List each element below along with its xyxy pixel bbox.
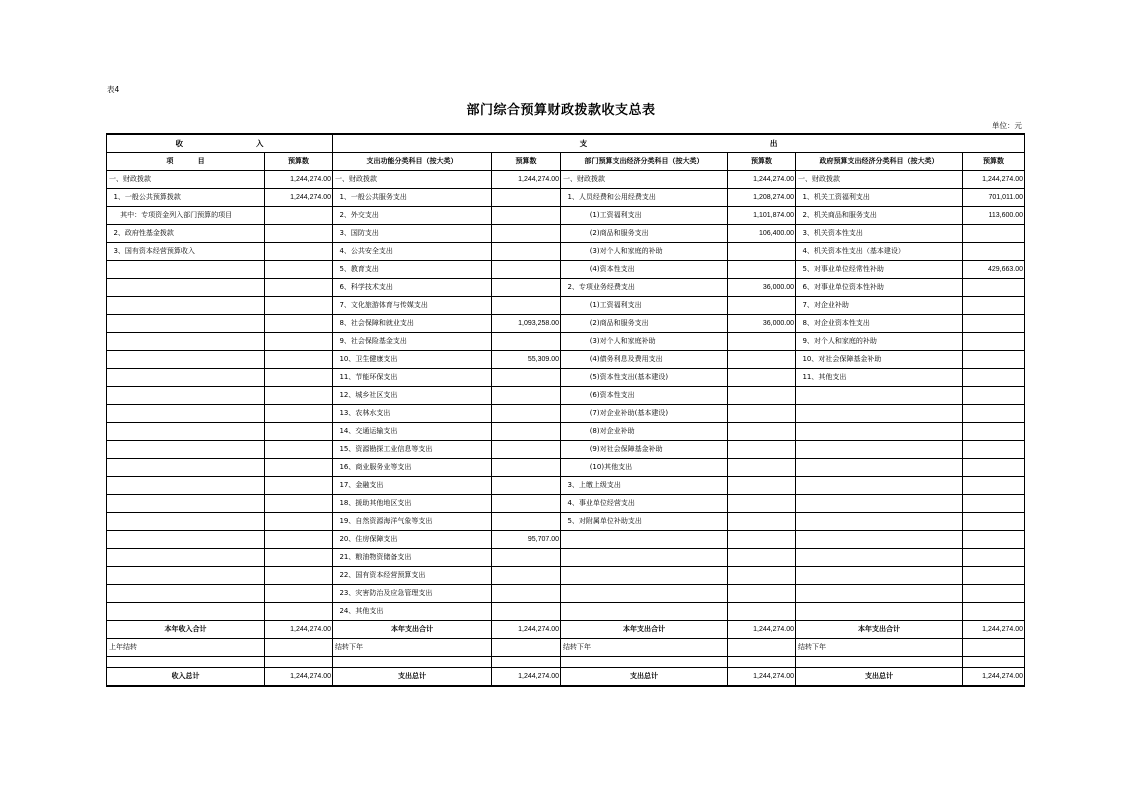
column-header-row [107, 153, 1025, 171]
table-row [107, 243, 1025, 261]
gov-econ-budget-cell [963, 387, 1025, 405]
income-item-cell [107, 297, 265, 315]
func-class-item-cell: 2、外交支出 [333, 207, 492, 225]
dept-econ-item-cell [561, 531, 728, 549]
budget-column-header: 预算数 [265, 153, 333, 171]
table-row [107, 441, 1025, 459]
carry-out-label: 结转下年 [333, 639, 492, 657]
gov-econ-budget-cell [963, 279, 1025, 297]
gov-econ-item-cell: 5、对事业单位经常性补助 [796, 261, 963, 279]
table-row [107, 531, 1025, 549]
income-budget-cell [265, 369, 333, 387]
gov-econ-item-cell: 7、对企业补助 [796, 297, 963, 315]
gov-econ-budget-cell: 429,663.00 [963, 261, 1025, 279]
gov-econ-item-cell: 8、对企业资本性支出 [796, 315, 963, 333]
income-item-cell [107, 513, 265, 531]
gov-econ-item-cell [796, 423, 963, 441]
table-cell [963, 657, 1025, 668]
income-item-cell: 一、财政拨款 [107, 171, 265, 189]
dept-econ-item-cell: 1、人员经费和公用经费支出 [561, 189, 728, 207]
dept-econ-item-cell: (6)资本性支出 [561, 387, 728, 405]
dept-econ-budget-cell [728, 405, 796, 423]
income-budget-cell [265, 459, 333, 477]
dept-econ-budget-cell [728, 513, 796, 531]
dept-econ-budget-cell [728, 351, 796, 369]
func-class-budget-cell [492, 549, 561, 567]
income-item-cell [107, 531, 265, 549]
dept-econ-column-header: 部门预算支出经济分类科目（按大类） [561, 153, 728, 171]
table-row [107, 297, 1025, 315]
dept-econ-item-cell: (7)对企业补助(基本建设) [561, 405, 728, 423]
gov-econ-budget-cell: 113,600.00 [963, 207, 1025, 225]
income-item-cell [107, 387, 265, 405]
dept-econ-item-cell: (1)工资福利支出 [561, 297, 728, 315]
income-item-cell [107, 459, 265, 477]
dept-econ-budget-cell [728, 387, 796, 405]
income-budget-cell [265, 477, 333, 495]
income-budget-cell: 1,244,274.00 [265, 171, 333, 189]
gov-econ-item-cell: 2、机关商品和服务支出 [796, 207, 963, 225]
income-item-cell [107, 315, 265, 333]
gov-econ-item-cell [796, 459, 963, 477]
table-cell [107, 657, 265, 668]
gov-econ-item-cell: 9、对个人和家庭的补助 [796, 333, 963, 351]
func-class-item-cell: 3、国防支出 [333, 225, 492, 243]
dept-econ-budget-cell [728, 567, 796, 585]
table-row [107, 477, 1025, 495]
table-row [107, 315, 1025, 333]
dept-econ-budget-cell [728, 369, 796, 387]
func-class-budget-cell [492, 189, 561, 207]
income-budget-cell [265, 297, 333, 315]
gov-econ-item-cell [796, 549, 963, 567]
func-class-item-cell: 17、金融支出 [333, 477, 492, 495]
dept-econ-item-cell: (9)对社会保障基金补助 [561, 441, 728, 459]
gov-econ-budget-cell [963, 531, 1025, 549]
func-class-budget-cell [492, 423, 561, 441]
budget-summary-table [106, 133, 1025, 687]
gov-econ-budget-cell [963, 315, 1025, 333]
func-class-budget-cell [492, 387, 561, 405]
gov-econ-budget-cell [963, 351, 1025, 369]
table-row [107, 351, 1025, 369]
dept-econ-item-cell: (2)商品和服务支出 [561, 225, 728, 243]
income-total-label: 本年收入合计 [107, 621, 265, 639]
dept-econ-item-cell: 5、对附属单位补助支出 [561, 513, 728, 531]
carry-out-label: 结转下年 [796, 639, 963, 657]
income-budget-cell [265, 567, 333, 585]
income-budget-cell [265, 405, 333, 423]
table-row [107, 387, 1025, 405]
gov-econ-column-header: 政府预算支出经济分类科目（按大类） [796, 153, 963, 171]
table-cell [796, 657, 963, 668]
gov-econ-item-cell: 1、机关工资福利支出 [796, 189, 963, 207]
table-cell [492, 657, 561, 668]
func-class-budget-cell [492, 279, 561, 297]
func-class-item-cell: 11、节能环保支出 [333, 369, 492, 387]
expense-total-value: 1,244,274.00 [728, 621, 796, 639]
table-row [107, 513, 1025, 531]
table-row [107, 369, 1025, 387]
func-class-budget-cell [492, 405, 561, 423]
table-row [107, 225, 1025, 243]
income-budget-cell [265, 207, 333, 225]
func-class-budget-cell [492, 297, 561, 315]
func-class-item-cell: 6、科学技术支出 [333, 279, 492, 297]
gov-econ-budget-cell [963, 585, 1025, 603]
dept-econ-item-cell: 一、财政拨款 [561, 171, 728, 189]
gov-econ-budget-cell [963, 243, 1025, 261]
gov-econ-item-cell [796, 603, 963, 621]
func-class-item-cell: 15、资源勘探工业信息等支出 [333, 441, 492, 459]
gov-econ-item-cell: 4、机关资本性支出（基本建设） [796, 243, 963, 261]
income-item-cell [107, 585, 265, 603]
dept-econ-budget-cell [728, 243, 796, 261]
func-class-item-cell: 24、其他支出 [333, 603, 492, 621]
gov-econ-item-cell [796, 387, 963, 405]
gov-econ-budget-cell [963, 225, 1025, 243]
carry-over-row [107, 639, 1025, 657]
table-row [107, 279, 1025, 297]
income-item-cell [107, 423, 265, 441]
gov-econ-item-cell [796, 477, 963, 495]
expense-total-label: 本年支出合计 [796, 621, 963, 639]
func-class-item-cell: 1、一般公共服务支出 [333, 189, 492, 207]
dept-econ-item-cell: 4、事业单位经营支出 [561, 495, 728, 513]
expense-grand-total-value: 1,244,274.00 [728, 668, 796, 687]
func-class-item-cell: 一、财政拨款 [333, 171, 492, 189]
income-budget-cell [265, 549, 333, 567]
income-budget-cell [265, 279, 333, 297]
func-class-budget-cell: 55,309.00 [492, 351, 561, 369]
dept-econ-budget-cell [728, 603, 796, 621]
carry-in-label: 上年结转 [107, 639, 265, 657]
table-row [107, 495, 1025, 513]
dept-econ-item-cell: (3)对个人和家庭的补助 [561, 243, 728, 261]
func-class-item-cell: 13、农林水支出 [333, 405, 492, 423]
income-total-value: 1,244,274.00 [265, 621, 333, 639]
carry-out-value [492, 639, 561, 657]
dept-econ-budget-cell: 36,000.00 [728, 315, 796, 333]
func-class-column-header: 支出功能分类科目（按大类） [333, 153, 492, 171]
table-row [107, 189, 1025, 207]
func-class-budget-cell [492, 333, 561, 351]
income-item-cell: 3、国有资本经营预算收入 [107, 243, 265, 261]
func-class-item-cell: 4、公共安全支出 [333, 243, 492, 261]
blank-row [107, 657, 1025, 668]
func-class-budget-cell [492, 585, 561, 603]
income-item-cell [107, 549, 265, 567]
dept-econ-budget-cell: 1,101,874.00 [728, 207, 796, 225]
income-budget-cell [265, 333, 333, 351]
budget-column-header: 预算数 [728, 153, 796, 171]
func-class-budget-cell: 95,707.00 [492, 531, 561, 549]
func-class-budget-cell [492, 603, 561, 621]
income-item-cell [107, 603, 265, 621]
table-cell [265, 657, 333, 668]
income-budget-cell [265, 387, 333, 405]
dept-econ-item-cell: (10)其他支出 [561, 459, 728, 477]
expense-total-label: 本年支出合计 [333, 621, 492, 639]
gov-econ-budget-cell [963, 297, 1025, 315]
expense-total-label: 本年支出合计 [561, 621, 728, 639]
income-budget-cell: 1,244,274.00 [265, 189, 333, 207]
gov-econ-budget-cell [963, 549, 1025, 567]
func-class-budget-cell [492, 225, 561, 243]
gov-econ-item-cell: 3、机关资本性支出 [796, 225, 963, 243]
unit-note: 单位：元 [992, 121, 1022, 130]
page-title: 部门综合预算财政拨款收支总表 [466, 103, 656, 118]
section-header-row [107, 134, 1025, 153]
income-budget-cell [265, 423, 333, 441]
income-budget-cell [265, 315, 333, 333]
func-class-budget-cell [492, 369, 561, 387]
income-budget-cell [265, 351, 333, 369]
dept-econ-item-cell: (8)对企业补助 [561, 423, 728, 441]
dept-econ-budget-cell [728, 549, 796, 567]
carry-out-value [963, 639, 1025, 657]
dept-econ-budget-cell: 36,000.00 [728, 279, 796, 297]
table-row [107, 333, 1025, 351]
income-item-cell [107, 261, 265, 279]
gov-econ-budget-cell [963, 369, 1025, 387]
func-class-item-cell: 5、教育支出 [333, 261, 492, 279]
dept-econ-budget-cell [728, 459, 796, 477]
dept-econ-item-cell: (2)商品和服务支出 [561, 315, 728, 333]
income-budget-cell [265, 603, 333, 621]
dept-econ-item-cell [561, 549, 728, 567]
dept-econ-budget-cell [728, 297, 796, 315]
func-class-item-cell: 18、援助其他地区支出 [333, 495, 492, 513]
table-row [107, 549, 1025, 567]
income-budget-cell [265, 225, 333, 243]
dept-econ-budget-cell [728, 423, 796, 441]
income-grand-total-value: 1,244,274.00 [265, 668, 333, 687]
income-item-cell [107, 441, 265, 459]
func-class-budget-cell [492, 513, 561, 531]
dept-econ-budget-cell: 106,400.00 [728, 225, 796, 243]
dept-econ-budget-cell [728, 495, 796, 513]
gov-econ-item-cell [796, 531, 963, 549]
gov-econ-item-cell [796, 405, 963, 423]
table-row [107, 603, 1025, 621]
income-item-cell: 其中：专项资金列入部门预算的项目 [107, 207, 265, 225]
gov-econ-item-cell [796, 441, 963, 459]
dept-econ-item-cell: (4)债务利息及费用支出 [561, 351, 728, 369]
gov-econ-budget-cell [963, 567, 1025, 585]
income-budget-cell [265, 441, 333, 459]
income-item-cell [107, 405, 265, 423]
func-class-item-cell: 14、交通运输支出 [333, 423, 492, 441]
func-class-budget-cell: 1,244,274.00 [492, 171, 561, 189]
table-cell [728, 657, 796, 668]
grand-total-row [107, 668, 1025, 687]
income-budget-cell [265, 531, 333, 549]
expense-grand-total-label: 支出总计 [796, 668, 963, 687]
gov-econ-budget-cell: 701,011.00 [963, 189, 1025, 207]
gov-econ-budget-cell [963, 495, 1025, 513]
dept-econ-budget-cell [728, 477, 796, 495]
gov-econ-budget-cell [963, 459, 1025, 477]
expense-total-value: 1,244,274.00 [492, 621, 561, 639]
table-cell [333, 657, 492, 668]
table-cell [561, 657, 728, 668]
income-budget-cell [265, 495, 333, 513]
expense-grand-total-label: 支出总计 [333, 668, 492, 687]
gov-econ-budget-cell [963, 423, 1025, 441]
income-grand-total-label: 收入总计 [107, 668, 265, 687]
carry-out-label: 结转下年 [561, 639, 728, 657]
func-class-item-cell: 8、社会保障和就业支出 [333, 315, 492, 333]
income-budget-cell [265, 513, 333, 531]
func-class-budget-cell [492, 243, 561, 261]
gov-econ-budget-cell: 1,244,274.00 [963, 171, 1025, 189]
income-item-cell: 1、一般公共预算拨款 [107, 189, 265, 207]
table-row [107, 459, 1025, 477]
func-class-item-cell: 10、卫生健康支出 [333, 351, 492, 369]
carry-in-value [265, 639, 333, 657]
gov-econ-item-cell: 11、其他支出 [796, 369, 963, 387]
func-class-item-cell: 19、自然资源海洋气象等支出 [333, 513, 492, 531]
gov-econ-budget-cell [963, 603, 1025, 621]
dept-econ-item-cell: 3、上缴上级支出 [561, 477, 728, 495]
gov-econ-item-cell: 10、对社会保障基金补助 [796, 351, 963, 369]
income-budget-cell [265, 585, 333, 603]
income-item-cell [107, 333, 265, 351]
dept-econ-budget-cell [728, 585, 796, 603]
gov-econ-item-cell [796, 585, 963, 603]
income-item-cell [107, 279, 265, 297]
func-class-budget-cell [492, 441, 561, 459]
dept-econ-budget-cell [728, 441, 796, 459]
expense-section-header: 支 出 [333, 134, 1025, 153]
gov-econ-budget-cell [963, 513, 1025, 531]
func-class-budget-cell [492, 567, 561, 585]
table-row [107, 585, 1025, 603]
func-class-item-cell: 22、国有资本经营预算支出 [333, 567, 492, 585]
dept-econ-item-cell: (5)资本性支出(基本建设) [561, 369, 728, 387]
gov-econ-budget-cell [963, 405, 1025, 423]
func-class-item-cell: 12、城乡社区支出 [333, 387, 492, 405]
dept-econ-budget-cell: 1,244,274.00 [728, 171, 796, 189]
table-row [107, 423, 1025, 441]
income-item-cell [107, 567, 265, 585]
item-column-header: 项 目 [107, 153, 265, 171]
dept-econ-budget-cell [728, 261, 796, 279]
func-class-item-cell: 9、社会保险基金支出 [333, 333, 492, 351]
table-row [107, 171, 1025, 189]
gov-econ-budget-cell [963, 477, 1025, 495]
table-number: 表4 [107, 85, 120, 94]
gov-econ-item-cell: 6、对事业单位资本性补助 [796, 279, 963, 297]
income-item-cell [107, 495, 265, 513]
func-class-budget-cell [492, 459, 561, 477]
func-class-item-cell: 21、粮油物资储备支出 [333, 549, 492, 567]
func-class-budget-cell: 1,093,258.00 [492, 315, 561, 333]
dept-econ-item-cell: 2、专项业务经费支出 [561, 279, 728, 297]
income-budget-cell [265, 261, 333, 279]
income-item-cell [107, 351, 265, 369]
table-row [107, 261, 1025, 279]
dept-econ-item-cell: (1)工资福利支出 [561, 207, 728, 225]
income-item-cell [107, 477, 265, 495]
gov-econ-budget-cell [963, 441, 1025, 459]
func-class-item-cell: 20、住房保障支出 [333, 531, 492, 549]
func-class-item-cell: 16、商业服务业等支出 [333, 459, 492, 477]
dept-econ-item-cell [561, 585, 728, 603]
func-class-budget-cell [492, 207, 561, 225]
annual-total-row [107, 621, 1025, 639]
gov-econ-item-cell: 一、财政拨款 [796, 171, 963, 189]
income-section-header: 收 入 [107, 134, 333, 153]
budget-column-header: 预算数 [963, 153, 1025, 171]
func-class-item-cell: 23、灾害防治及应急管理支出 [333, 585, 492, 603]
dept-econ-budget-cell [728, 333, 796, 351]
gov-econ-item-cell [796, 495, 963, 513]
func-class-budget-cell [492, 261, 561, 279]
dept-econ-budget-cell: 1,208,274.00 [728, 189, 796, 207]
income-budget-cell [265, 243, 333, 261]
gov-econ-item-cell [796, 513, 963, 531]
expense-total-value: 1,244,274.00 [963, 621, 1025, 639]
expense-grand-total-label: 支出总计 [561, 668, 728, 687]
gov-econ-item-cell [796, 567, 963, 585]
func-class-item-cell: 7、文化旅游体育与传媒支出 [333, 297, 492, 315]
budget-column-header: 预算数 [492, 153, 561, 171]
expense-grand-total-value: 1,244,274.00 [963, 668, 1025, 687]
dept-econ-item-cell [561, 603, 728, 621]
table-row [107, 567, 1025, 585]
table-row [107, 207, 1025, 225]
gov-econ-budget-cell [963, 333, 1025, 351]
dept-econ-item-cell: (3)对个人和家庭补助 [561, 333, 728, 351]
dept-econ-budget-cell [728, 531, 796, 549]
income-item-cell [107, 369, 265, 387]
table-row [107, 405, 1025, 423]
income-item-cell: 2、政府性基金拨款 [107, 225, 265, 243]
func-class-budget-cell [492, 495, 561, 513]
dept-econ-item-cell [561, 567, 728, 585]
func-class-budget-cell [492, 477, 561, 495]
dept-econ-item-cell: (4)资本性支出 [561, 261, 728, 279]
expense-grand-total-value: 1,244,274.00 [492, 668, 561, 687]
carry-out-value [728, 639, 796, 657]
